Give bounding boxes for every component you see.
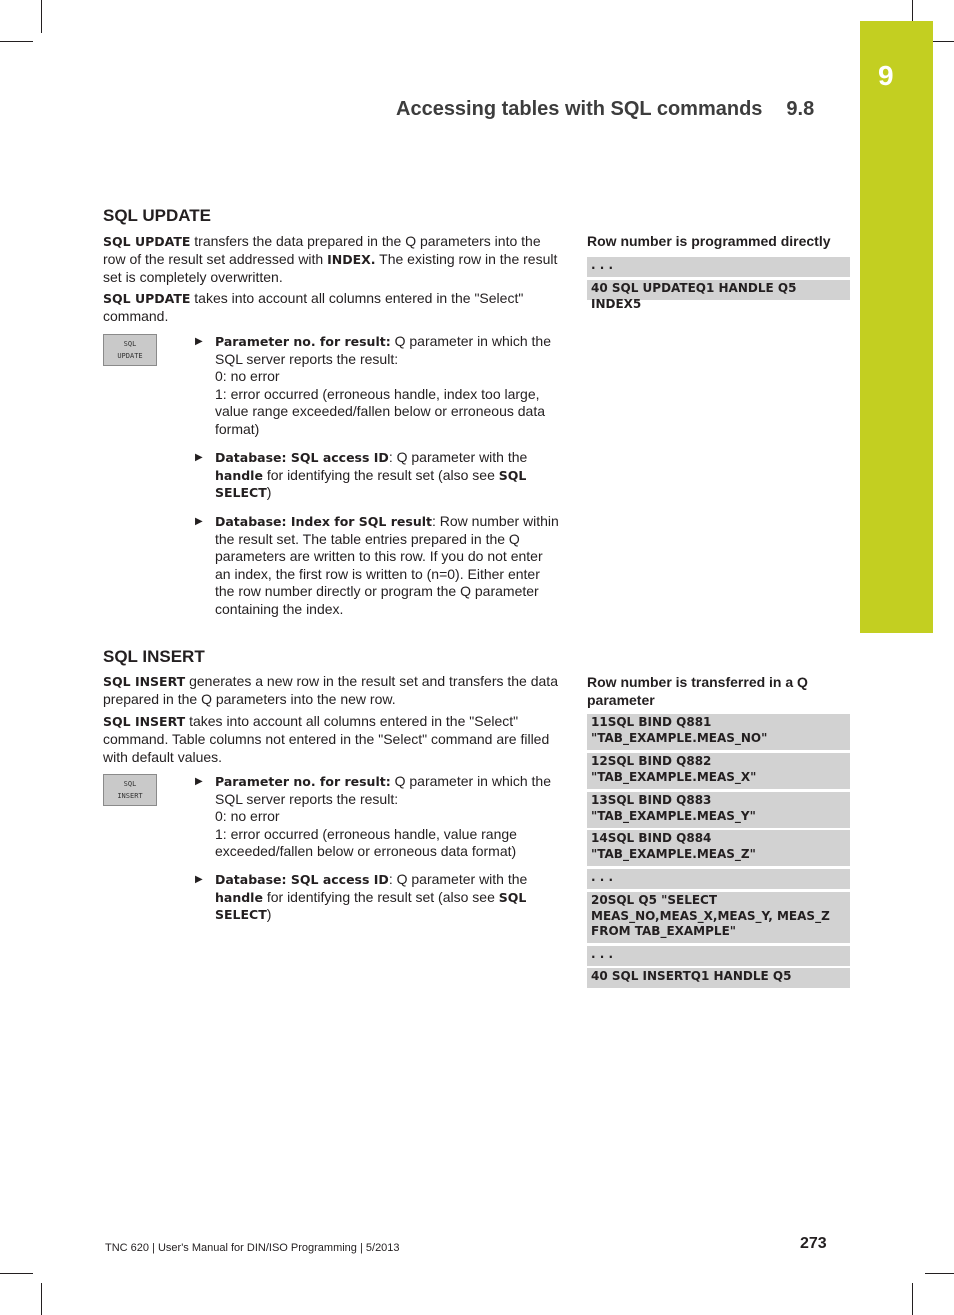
footer-text: TNC 620 | User's Manual for DIN/ISO Programming | 5/2013 xyxy=(105,1242,400,1254)
update-item-access-id xyxy=(215,449,560,502)
item-line: 0: no error xyxy=(215,368,280,385)
softkey-line: SQL xyxy=(123,780,137,788)
item-label: Database: SQL access ID xyxy=(215,872,389,887)
item-text: Q parameter in which the SQL server reports the result: xyxy=(215,333,551,367)
cmd-name: SQL INSERT xyxy=(103,674,186,689)
running-header xyxy=(396,98,814,121)
header-section: 9.8 xyxy=(786,98,815,120)
code-line: 13SQL BIND Q883 "TAB_EXAMPLE.MEAS_Y" xyxy=(587,792,850,828)
code-line: 40 SQL INSERTQ1 HANDLE Q5 xyxy=(587,968,850,988)
header-title: Accessing tables with SQL commands xyxy=(396,98,763,120)
section-heading-update: SQL UPDATE xyxy=(103,206,211,225)
chapter-number: 9 xyxy=(878,60,894,91)
sql-update-softkey[interactable] xyxy=(103,334,157,366)
bullet-arrow-icon: ▶ xyxy=(195,874,203,885)
crop-mark xyxy=(912,1283,913,1315)
chapter-tab xyxy=(860,21,933,633)
item-line: 1: error occurred (erroneous handle, index too large, value range exceeded/fallen below or erroneous data format) xyxy=(215,385,546,437)
update-item-index xyxy=(215,513,560,619)
cmd-name: SQL INSERT xyxy=(103,714,186,729)
item-text: : Q parameter with the xyxy=(388,449,528,465)
crop-mark xyxy=(0,1273,33,1274)
index-keyword: INDEX. xyxy=(327,251,376,267)
para-text: transfers the data prepared in the Q parameters into the row of the result set addressed with xyxy=(103,233,541,267)
item-label: Parameter no. for result: xyxy=(215,334,391,349)
item-line: 0: no error xyxy=(215,808,280,825)
crop-mark xyxy=(912,0,913,22)
update-paragraph-2 xyxy=(103,290,558,326)
bullet-arrow-icon: ▶ xyxy=(195,336,203,347)
sql-insert-softkey[interactable] xyxy=(103,774,157,806)
para-text: generates a new row in the result set and transfers the data prepared in the Q parameters into the new row. xyxy=(103,673,558,707)
page-number: 273 xyxy=(800,1235,827,1252)
cmd-name: SQL UPDATE xyxy=(103,291,191,306)
insert-example-title: Row number is transferred in a Q parameter xyxy=(587,674,808,708)
softkey-line: SQL xyxy=(123,340,137,348)
para-text: The existing row in the result set is completely overwritten. xyxy=(103,250,558,285)
bullet-arrow-icon: ▶ xyxy=(195,776,203,787)
code-line: 12SQL BIND Q882 "TAB_EXAMPLE.MEAS_X" xyxy=(587,753,850,789)
code-line: . . . xyxy=(587,869,850,889)
code-line: . . . xyxy=(587,946,850,966)
softkey-line: INSERT xyxy=(117,792,143,800)
insert-paragraph-1 xyxy=(103,673,558,709)
bullet-arrow-icon: ▶ xyxy=(195,516,203,527)
item-text: ) xyxy=(266,484,272,501)
update-paragraph-1 xyxy=(103,233,558,286)
code-line: 11SQL BIND Q881 "TAB_EXAMPLE.MEAS_NO" xyxy=(587,714,850,750)
item-text: : Row number within the result set. The table entries prepared in the Q parameters are written to this row. If you do not enter an index, the first row is written to (n=0). Either enter the row number directly or program the Q parameter containing the index. xyxy=(215,513,559,617)
cmd-name: SQL UPDATE xyxy=(103,234,191,249)
para-text: takes into account all columns entered in the "Select" command. Table columns not entered in the "Select" command are filled with default values. xyxy=(103,713,550,765)
item-bold: handle xyxy=(215,467,263,483)
insert-item-access-id xyxy=(215,871,560,924)
code-line: 20SQL Q5 "SELECT MEAS_NO,MEAS_X,MEAS_Y, MEAS_Z FROM TAB_EXAMPLE" xyxy=(587,892,850,943)
code-line: . . . xyxy=(587,257,850,277)
item-label: Database: Index for SQL result xyxy=(215,514,432,529)
section-heading-insert: SQL INSERT xyxy=(103,647,205,666)
item-bold: SQL SELECT xyxy=(215,889,527,923)
crop-mark xyxy=(925,1273,954,1274)
insert-item-result-param xyxy=(215,773,560,861)
crop-mark xyxy=(41,1283,42,1315)
item-text: ) xyxy=(266,906,272,923)
crop-mark xyxy=(41,0,42,33)
item-text: for identifying the result set (also see xyxy=(262,466,499,483)
item-label: Database: SQL access ID xyxy=(215,450,389,465)
item-label: Parameter no. for result: xyxy=(215,774,391,789)
update-example-title: Row number is programmed directly xyxy=(587,233,831,249)
insert-paragraph-2 xyxy=(103,713,558,766)
code-line: 14SQL BIND Q884 "TAB_EXAMPLE.MEAS_Z" xyxy=(587,830,850,866)
item-line: 1: error occurred (erroneous handle, value range exceeded/fallen below or erroneous data format) xyxy=(215,825,517,860)
code-line: 40 SQL UPDATEQ1 HANDLE Q5 INDEX5 xyxy=(587,280,850,300)
crop-mark xyxy=(0,41,33,42)
item-bold: SQL SELECT xyxy=(215,467,527,501)
para-text: takes into account all columns entered in the "Select" command. xyxy=(103,290,524,324)
item-bold: handle xyxy=(215,889,263,905)
item-text: : Q parameter with the xyxy=(388,871,528,887)
bullet-arrow-icon: ▶ xyxy=(195,452,203,463)
softkey-line: UPDATE xyxy=(117,352,143,360)
update-item-result-param xyxy=(215,333,560,439)
item-text: for identifying the result set (also see xyxy=(262,888,499,905)
item-text: Q parameter in which the SQL server reports the result: xyxy=(215,773,551,807)
